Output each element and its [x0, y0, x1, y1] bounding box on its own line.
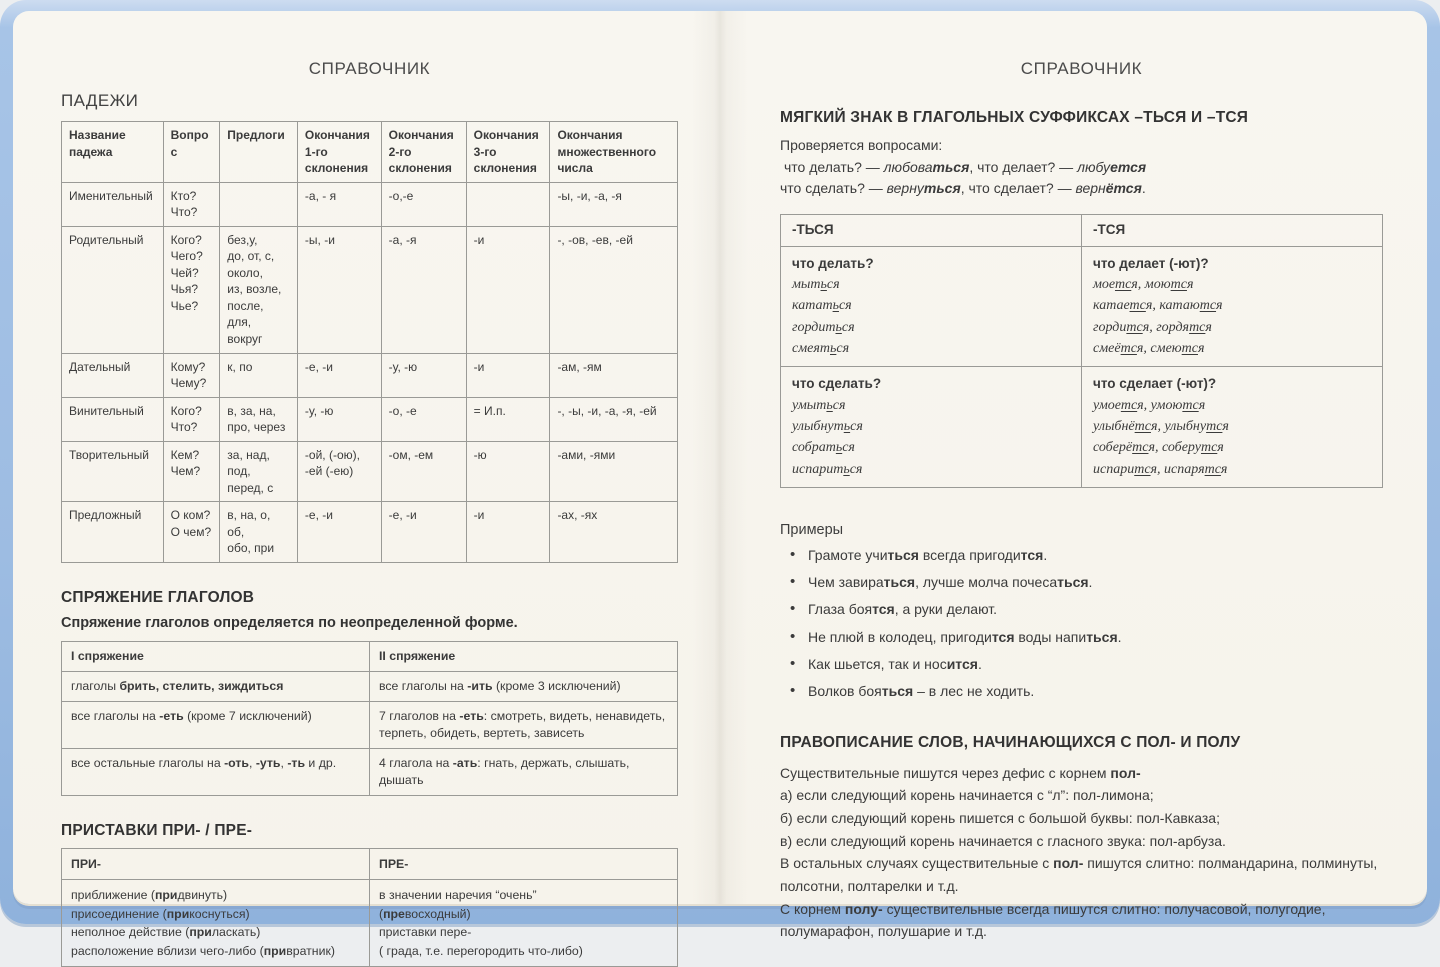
table-cell: -а, - я — [297, 182, 381, 226]
table-cell: -и — [466, 226, 550, 353]
rule-line: Существительные пишутся через дефис с корнем пол- — [780, 762, 1383, 785]
column-header: Предлоги — [220, 122, 298, 183]
soft-sign-intro — [780, 135, 1383, 200]
table-row — [62, 182, 678, 226]
conjugation-subtitle: Спряжение глаголов определяется по неопределенной форме. — [61, 615, 678, 631]
table-cell: 4 глагола на -ать: гнать, держать, слышать, дышать — [370, 748, 678, 795]
cases-heading: ПАДЕЖИ — [61, 91, 678, 111]
table-row — [781, 246, 1383, 367]
table-cell: за, над, под, перед, с — [220, 441, 298, 502]
cases-table — [61, 121, 678, 563]
right-page — [720, 11, 1427, 904]
table-cell: -у, -ю — [381, 353, 466, 397]
rule-line: В остальных случаях существительные с пол- пишутся слитно: полмандарина, полминуты, полсотни, полтарелки и т.д. — [780, 852, 1383, 897]
table-cell: -о,-е — [381, 182, 466, 226]
page-title: СПРАВОЧНИК — [780, 59, 1383, 79]
table-cell: Творительный — [62, 441, 164, 502]
prefixes-header-row — [62, 848, 678, 879]
page-title: СПРАВОЧНИК — [61, 59, 678, 79]
table-cell: приближение (придвинуть) присоединение (прикоснуться) неполное действие (приласкать) расположение вблизи чего-либо (привратник) — [62, 880, 370, 967]
pol-rules — [780, 762, 1383, 943]
column-header: Вопрос — [163, 122, 220, 183]
rule-line: а) если следующий корень начинается с “л”: пол-лимона; — [780, 784, 1383, 807]
column-header: -ТЬСЯ — [781, 215, 1082, 247]
table-cell: = И.п. — [466, 397, 550, 441]
column-header: ПРИ- — [62, 848, 370, 879]
list-item: • Волков бояться – в лес не ходить. — [786, 681, 1383, 701]
table-cell: что сделать? умыться улыбнуться собраться испариться — [781, 367, 1082, 488]
conjugation-table — [61, 641, 678, 796]
table-row — [62, 672, 678, 702]
tsya-header-row — [781, 215, 1383, 247]
table-cell: -е, -и — [297, 502, 381, 563]
table-row — [62, 226, 678, 353]
table-row — [62, 397, 678, 441]
column-header: Название падежа — [62, 122, 164, 183]
examples-list — [780, 545, 1383, 702]
table-cell: все глаголы на -еть (кроме 7 исключений) — [62, 701, 370, 748]
table-cell — [466, 182, 550, 226]
rule-line: С корнем полу- существительные всегда пишутся слитно: получасовой, полугодие, полумарафон, полушарие и т.д. — [780, 898, 1383, 943]
conjugation-header-row — [62, 642, 678, 672]
left-page — [13, 11, 720, 904]
column-header: II спряжение — [370, 642, 678, 672]
table-cell: -ы, -и — [297, 226, 381, 353]
table-cell: Кем? Чем? — [163, 441, 220, 502]
list-item: • Грамоте учиться всегда пригодится. — [786, 545, 1383, 565]
soft-sign-heading: МЯГКИЙ ЗНАК В ГЛАГОЛЬНЫХ СУФФИКСАХ –ТЬСЯ И –ТСЯ — [780, 109, 1383, 127]
table-row — [62, 701, 678, 748]
table-cell: -у, -ю — [297, 397, 381, 441]
table-cell: -ю — [466, 441, 550, 502]
open-pages — [13, 11, 1427, 904]
table-cell: что делать? мыться кататься гордиться смеяться — [781, 246, 1082, 367]
table-cell: Кому? Чему? — [163, 353, 220, 397]
column-header: I спряжение — [62, 642, 370, 672]
table-cell: к, по — [220, 353, 298, 397]
table-cell: 7 глаголов на -еть: смотреть, видеть, ненавидеть, терпеть, обидеть, вертеть, зависеть — [370, 701, 678, 748]
table-cell: Кого? Чего? Чей? Чья? Чье? — [163, 226, 220, 353]
rule-line: б) если следующий корень пишется с большой буквы: пол-Кавказа; — [780, 807, 1383, 830]
column-header: Окончания 1-го склонения — [297, 122, 381, 183]
table-cell: -, -ы, -и, -а, -я, -ей — [550, 397, 678, 441]
cases-header-row — [62, 122, 678, 183]
examples-heading: Примеры — [780, 522, 1383, 538]
column-header: Окончания 2-го склонения — [381, 122, 466, 183]
table-row — [62, 880, 678, 967]
intro-line: Проверяется вопросами: — [780, 135, 1383, 157]
table-cell: -ами, -ями — [550, 441, 678, 502]
table-cell: -о, -е — [381, 397, 466, 441]
table-cell: что сделает (-ют)? умоется, умоются улыбнётся, улыбнутся соберётся, соберутся испарится, испарятся — [1082, 367, 1383, 488]
intro-line: что сделать? — вернуться, что сделает? — вернётся. — [780, 178, 1383, 200]
table-cell: -ы, -и, -а, -я — [550, 182, 678, 226]
table-cell: без,у, до, от, с, около, из, возле, после, для, вокруг — [220, 226, 298, 353]
table-cell: -а, -я — [381, 226, 466, 353]
prefixes-heading: ПРИСТАВКИ ПРИ- / ПРЕ- — [61, 822, 678, 840]
table-cell: -е, -и — [297, 353, 381, 397]
intro-line: что делать? — любоваться, что делает? — любуется — [780, 157, 1383, 179]
table-cell: в значении наречия “очень” (превосходный) приставки пере- ( града, т.е. перегородить что-либо) — [370, 880, 678, 967]
table-cell: все остальные глаголы на -оть, -уть, -ть и др. — [62, 748, 370, 795]
list-item: • Как шьется, так и носится. — [786, 654, 1383, 674]
table-cell: -и — [466, 353, 550, 397]
table-cell: Кого? Что? — [163, 397, 220, 441]
pol-heading: ПРАВОПИСАНИЕ СЛОВ, НАЧИНАЮЩИХСЯ С ПОЛ- И ПОЛУ — [780, 734, 1383, 752]
table-cell: -е, -и — [381, 502, 466, 563]
table-cell: что делает (-ют)? моется, моются катается, катаются гордится, гордятся смеётся, смеются — [1082, 246, 1383, 367]
table-cell: Именительный — [62, 182, 164, 226]
tsya-table — [780, 214, 1383, 488]
table-row — [62, 502, 678, 563]
column-header: Окончания 3-го склонения — [466, 122, 550, 183]
table-cell: -ой, (-ою), -ей (-ею) — [297, 441, 381, 502]
column-header: Окончания множественного числа — [550, 122, 678, 183]
conjugation-heading: СПРЯЖЕНИЕ ГЛАГОЛОВ — [61, 589, 678, 607]
table-cell: глаголы брить, стелить, зиждиться — [62, 672, 370, 702]
table-row — [781, 367, 1383, 488]
table-cell: -, -ов, -ев, -ей — [550, 226, 678, 353]
table-cell: -ом, -ем — [381, 441, 466, 502]
list-item: • Глаза боятся, а руки делают. — [786, 599, 1383, 619]
table-cell: Предложный — [62, 502, 164, 563]
table-cell: -ах, -ях — [550, 502, 678, 563]
table-row — [62, 441, 678, 502]
table-cell: в, за, на, про, через — [220, 397, 298, 441]
rule-line: в) если следующий корень начинается с гласного звука: пол-арбуза. — [780, 830, 1383, 853]
table-cell: О ком? О чем? — [163, 502, 220, 563]
table-cell: Кто? Что? — [163, 182, 220, 226]
table-cell — [220, 182, 298, 226]
table-row — [62, 353, 678, 397]
prefixes-table — [61, 848, 678, 967]
column-header: ПРЕ- — [370, 848, 678, 879]
table-cell: все глаголы на -ить (кроме 3 исключений) — [370, 672, 678, 702]
table-cell: -ам, -ям — [550, 353, 678, 397]
list-item: • Чем завираться, лучше молча почесаться. — [786, 572, 1383, 592]
table-row — [62, 748, 678, 795]
table-cell: -и — [466, 502, 550, 563]
table-cell: Винительный — [62, 397, 164, 441]
table-cell: в, на, о, об, обо, при — [220, 502, 298, 563]
table-cell: Родительный — [62, 226, 164, 353]
list-item: • Не плюй в колодец, пригодится воды напиться. — [786, 627, 1383, 647]
table-cell: Дательный — [62, 353, 164, 397]
column-header: -ТСЯ — [1082, 215, 1383, 247]
